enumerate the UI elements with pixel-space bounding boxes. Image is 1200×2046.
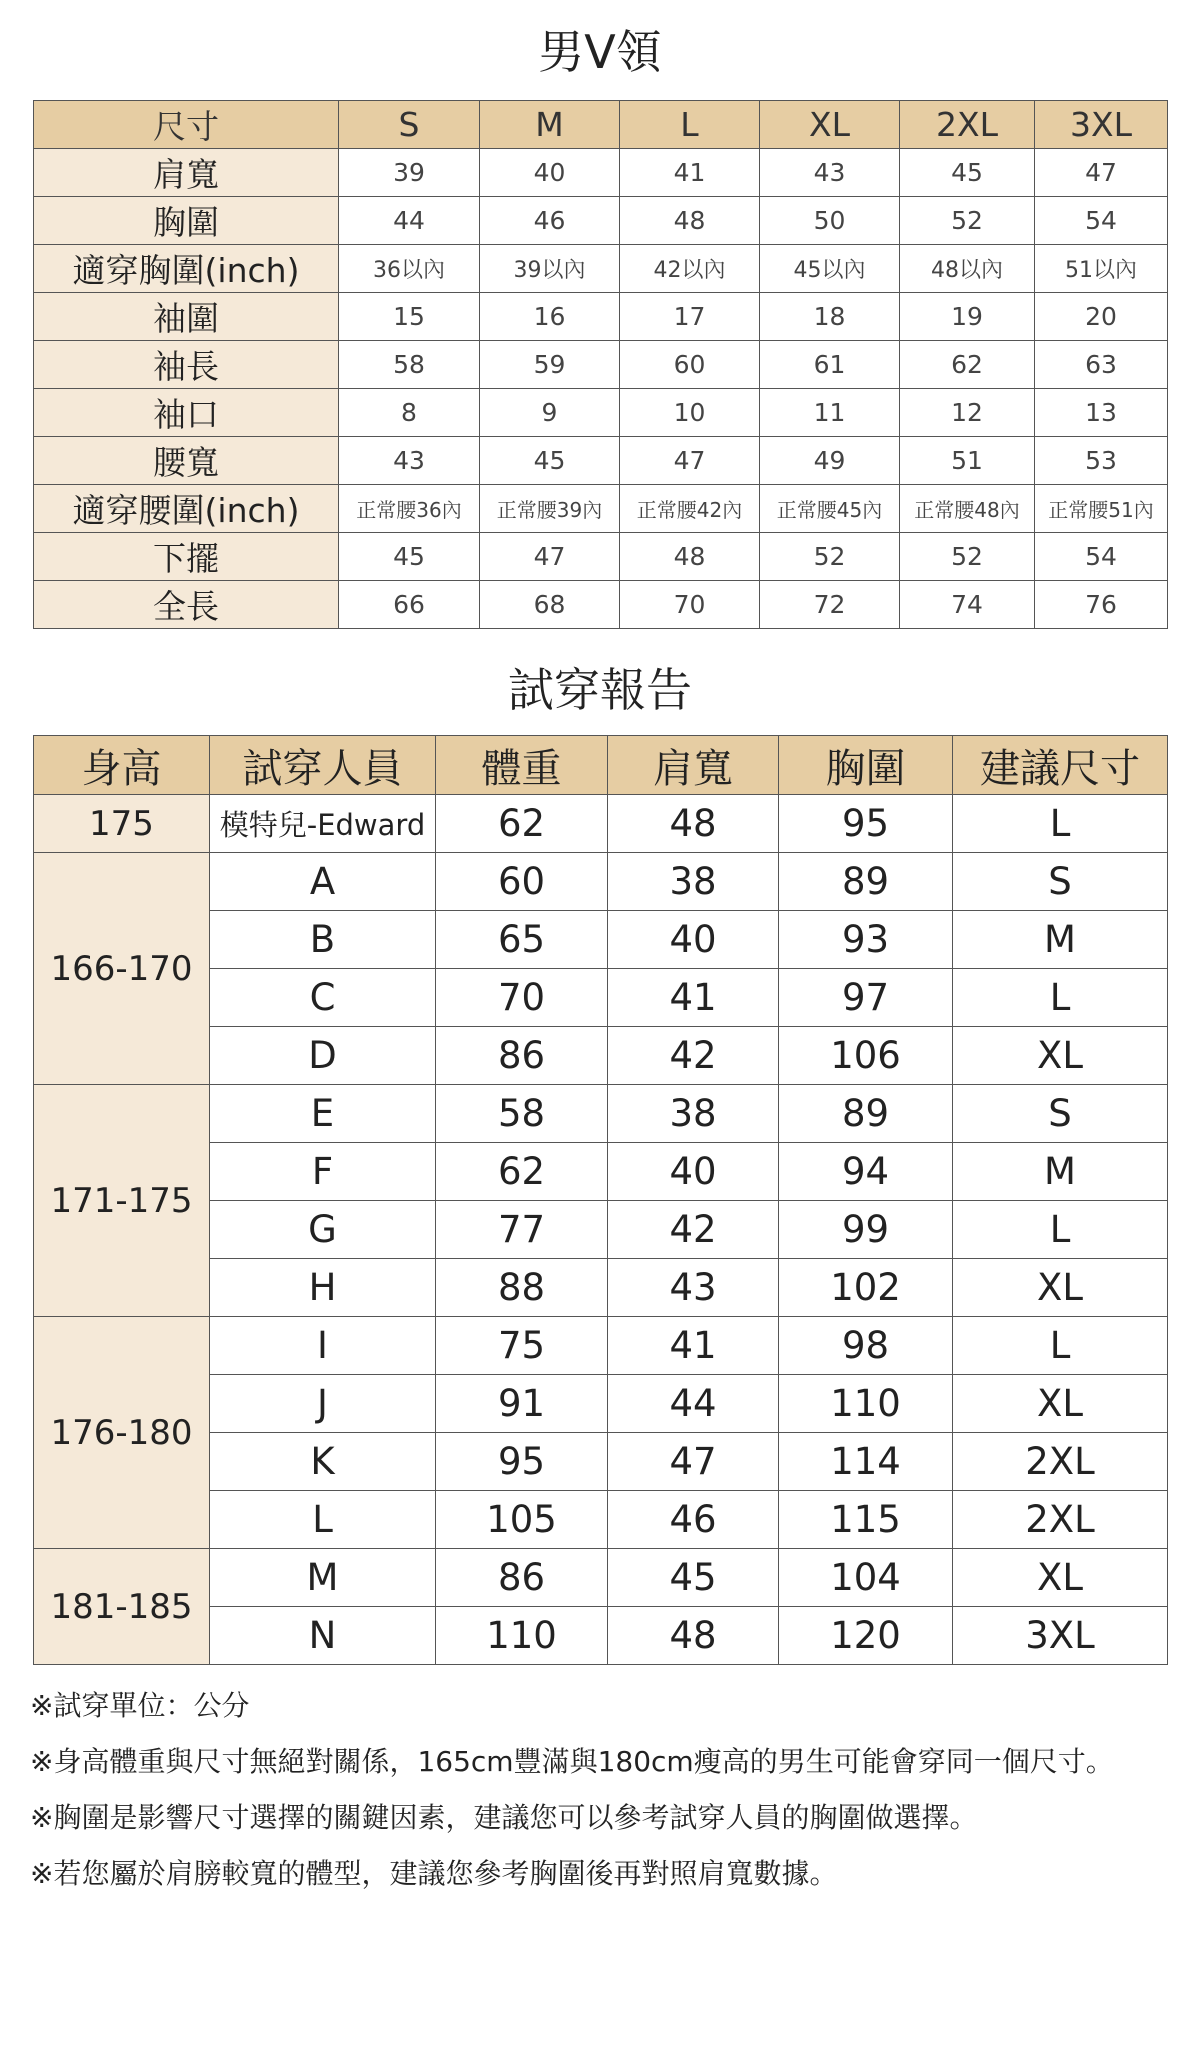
size-value-cell: 52 [900,533,1035,581]
size-value-cell: 36以內 [339,245,480,293]
size-header-m: M [480,101,620,149]
fit-person-cell: K [210,1433,436,1491]
size-value-cell: 70 [620,581,760,629]
size-value-cell: 40 [480,149,620,197]
fit-chest-cell: 97 [779,969,953,1027]
fit-header-cell: 體重 [436,736,608,795]
size-chart-table [33,100,1168,629]
size-value-cell: 74 [900,581,1035,629]
fit-size-cell: XL [953,1027,1168,1085]
fit-weight-cell: 62 [436,1143,608,1201]
size-header-xl: XL [760,101,900,149]
size-value-cell: 43 [339,437,480,485]
fit-size-cell: S [953,853,1168,911]
size-value-cell: 42以內 [620,245,760,293]
fit-weight-cell: 75 [436,1317,608,1375]
size-row-label: 袖圍 [34,293,339,341]
size-row-label: 肩寬 [34,149,339,197]
note-chest: ※胸圍是影響尺寸選擇的關鍵因素，建議您可以參考試穿人員的胸圍做選擇。 [30,1801,978,1834]
fit-size-cell: L [953,795,1168,853]
height-group-cell: 181-185 [34,1549,210,1665]
fit-size-cell: M [953,911,1168,969]
fit-weight-cell: 60 [436,853,608,911]
fit-size-cell: XL [953,1259,1168,1317]
size-value-cell: 16 [480,293,620,341]
fit-size-cell: 3XL [953,1607,1168,1665]
size-value-cell: 60 [620,341,760,389]
size-chart-title: 男V領 [538,25,662,79]
fit-person-cell: D [210,1027,436,1085]
height-group-cell: 166-170 [34,853,210,1085]
size-value-cell: 48 [620,197,760,245]
size-value-cell: 正常腰45內 [760,485,900,533]
size-value-cell: 正常腰42內 [620,485,760,533]
fit-size-cell: L [953,1201,1168,1259]
size-value-cell: 39以內 [480,245,620,293]
fit-person-cell: E [210,1085,436,1143]
size-value-cell: 76 [1035,581,1168,629]
size-value-cell: 11 [760,389,900,437]
fit-chest-cell: 104 [779,1549,953,1607]
fit-person-cell: M [210,1549,436,1607]
fit-size-cell: L [953,969,1168,1027]
size-row-label: 袖長 [34,341,339,389]
height-group-cell: 176-180 [34,1317,210,1549]
fit-weight-cell: 58 [436,1085,608,1143]
fit-shoulder-cell: 38 [608,853,779,911]
fit-weight-cell: 88 [436,1259,608,1317]
size-row [34,245,1168,293]
fit-chest-cell: 114 [779,1433,953,1491]
fit-size-cell: 2XL [953,1433,1168,1491]
size-value-cell: 13 [1035,389,1168,437]
size-row-label: 適穿腰圍(inch) [34,485,339,533]
size-value-cell: 51 [900,437,1035,485]
fit-weight-cell: 70 [436,969,608,1027]
fit-shoulder-cell: 38 [608,1085,779,1143]
fit-row [34,1085,1168,1143]
size-value-cell: 51以內 [1035,245,1168,293]
size-value-cell: 62 [900,341,1035,389]
fit-shoulder-cell: 41 [608,1317,779,1375]
size-row-label: 全長 [34,581,339,629]
fit-person-cell: B [210,911,436,969]
fit-header-cell: 試穿人員 [210,736,436,795]
size-value-cell: 47 [1035,149,1168,197]
fit-size-cell: 2XL [953,1491,1168,1549]
fit-shoulder-cell: 46 [608,1491,779,1549]
size-header-2xl: 2XL [900,101,1035,149]
size-value-cell: 63 [1035,341,1168,389]
size-value-cell: 45 [900,149,1035,197]
fit-shoulder-cell: 44 [608,1375,779,1433]
size-header-3xl: 3XL [1035,101,1168,149]
size-value-cell: 47 [620,437,760,485]
fit-person-cell: 模特兒-Edward [210,795,436,853]
size-row [34,149,1168,197]
fit-shoulder-cell: 42 [608,1027,779,1085]
fit-size-cell: L [953,1317,1168,1375]
fit-shoulder-cell: 45 [608,1549,779,1607]
fit-weight-cell: 95 [436,1433,608,1491]
size-value-cell: 10 [620,389,760,437]
height-group-cell: 171-175 [34,1085,210,1317]
size-row [34,485,1168,533]
size-value-cell: 50 [760,197,900,245]
size-row-label: 適穿胸圍(inch) [34,245,339,293]
size-value-cell: 47 [480,533,620,581]
fit-person-cell: F [210,1143,436,1201]
size-value-cell: 48 [620,533,760,581]
fit-header-cell: 建議尺寸 [953,736,1168,795]
fit-row [34,853,1168,911]
fit-row [34,795,1168,853]
size-row [34,197,1168,245]
fit-shoulder-cell: 48 [608,795,779,853]
size-row [34,389,1168,437]
size-row-label: 腰寬 [34,437,339,485]
size-value-cell: 43 [760,149,900,197]
fit-weight-cell: 105 [436,1491,608,1549]
fit-person-cell: L [210,1491,436,1549]
fit-chest-cell: 102 [779,1259,953,1317]
size-value-cell: 61 [760,341,900,389]
size-row [34,293,1168,341]
size-row [34,533,1168,581]
fit-chest-cell: 94 [779,1143,953,1201]
size-value-cell: 41 [620,149,760,197]
size-value-cell: 49 [760,437,900,485]
note-unit: ※試穿單位：公分 [30,1689,250,1722]
height-group-cell: 175 [34,795,210,853]
size-value-cell: 59 [480,341,620,389]
fit-chest-cell: 89 [779,1085,953,1143]
fit-person-cell: I [210,1317,436,1375]
fit-person-cell: G [210,1201,436,1259]
fit-report-title: 試穿報告 [508,663,692,717]
size-row-label: 胸圍 [34,197,339,245]
fit-size-cell: S [953,1085,1168,1143]
size-value-cell: 15 [339,293,480,341]
fit-shoulder-cell: 41 [608,969,779,1027]
size-value-cell: 20 [1035,293,1168,341]
size-value-cell: 17 [620,293,760,341]
size-corner-label: 尺寸 [34,101,339,149]
size-value-cell: 72 [760,581,900,629]
size-value-cell: 45 [339,533,480,581]
size-value-cell: 68 [480,581,620,629]
size-value-cell: 正常腰36內 [339,485,480,533]
fit-chest-cell: 110 [779,1375,953,1433]
fit-chest-cell: 115 [779,1491,953,1549]
fit-header-cell: 胸圍 [779,736,953,795]
fit-header-row [34,736,1168,795]
fit-weight-cell: 86 [436,1027,608,1085]
size-row [34,437,1168,485]
fit-weight-cell: 91 [436,1375,608,1433]
fit-person-cell: A [210,853,436,911]
fit-size-cell: M [953,1143,1168,1201]
size-value-cell: 39 [339,149,480,197]
fit-size-cell: XL [953,1375,1168,1433]
size-value-cell: 正常腰51內 [1035,485,1168,533]
fit-weight-cell: 86 [436,1549,608,1607]
size-row-label: 袖口 [34,389,339,437]
size-value-cell: 52 [900,197,1035,245]
size-value-cell: 52 [760,533,900,581]
size-value-cell: 12 [900,389,1035,437]
fit-weight-cell: 110 [436,1607,608,1665]
fit-chest-cell: 95 [779,795,953,853]
fit-person-cell: N [210,1607,436,1665]
fit-row [34,1317,1168,1375]
size-value-cell: 46 [480,197,620,245]
fit-weight-cell: 65 [436,911,608,969]
note-height-weight: ※身高體重與尺寸無絕對關係，165cm豐滿與180cm瘦高的男生可能會穿同一個尺寸。 [30,1745,1114,1778]
size-header-s: S [339,101,480,149]
size-value-cell: 54 [1035,197,1168,245]
fit-person-cell: J [210,1375,436,1433]
size-value-cell: 18 [760,293,900,341]
size-value-cell: 19 [900,293,1035,341]
fit-shoulder-cell: 48 [608,1607,779,1665]
size-value-cell: 48以內 [900,245,1035,293]
fit-person-cell: C [210,969,436,1027]
size-value-cell: 8 [339,389,480,437]
fit-shoulder-cell: 40 [608,1143,779,1201]
size-value-cell: 53 [1035,437,1168,485]
size-value-cell: 9 [480,389,620,437]
fit-header-cell: 肩寬 [608,736,779,795]
fit-shoulder-cell: 47 [608,1433,779,1491]
notes-section [30,1678,1180,1902]
note-shoulder: ※若您屬於肩膀較寬的體型，建議您參考胸圍後再對照肩寬數據。 [30,1857,838,1890]
fit-shoulder-cell: 43 [608,1259,779,1317]
fit-chest-cell: 99 [779,1201,953,1259]
fit-size-cell: XL [953,1549,1168,1607]
size-value-cell: 正常腰39內 [480,485,620,533]
fit-chest-cell: 93 [779,911,953,969]
size-value-cell: 45 [480,437,620,485]
fit-chest-cell: 98 [779,1317,953,1375]
size-row [34,581,1168,629]
fit-shoulder-cell: 40 [608,911,779,969]
fit-shoulder-cell: 42 [608,1201,779,1259]
fit-header-cell: 身高 [34,736,210,795]
size-header-l: L [620,101,760,149]
fit-weight-cell: 77 [436,1201,608,1259]
size-value-cell: 58 [339,341,480,389]
size-row [34,341,1168,389]
size-value-cell: 45以內 [760,245,900,293]
fit-weight-cell: 62 [436,795,608,853]
fit-row [34,1549,1168,1607]
size-value-cell: 44 [339,197,480,245]
size-value-cell: 正常腰48內 [900,485,1035,533]
fit-person-cell: H [210,1259,436,1317]
size-row-label: 下擺 [34,533,339,581]
fit-chest-cell: 120 [779,1607,953,1665]
fit-chest-cell: 106 [779,1027,953,1085]
fit-report-table [33,735,1168,1665]
size-value-cell: 54 [1035,533,1168,581]
fit-chest-cell: 89 [779,853,953,911]
size-header-row [34,101,1168,149]
size-value-cell: 66 [339,581,480,629]
